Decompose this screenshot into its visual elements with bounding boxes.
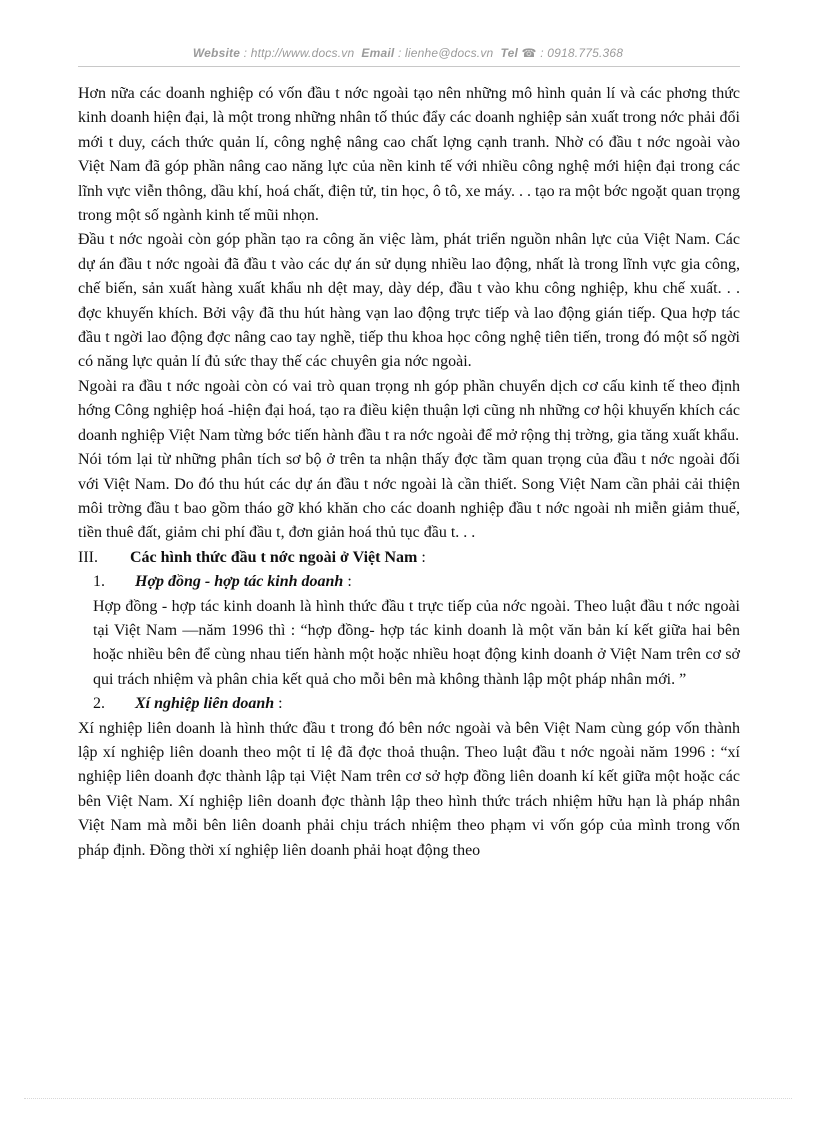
subsection-body-2: Xí nghiệp liên doanh là hình thức đầu t trong đó bên nớc ngoài và bên Việt Nam cùng góp vốn thành lập xí nghiệp liên doanh theo một tỉ lệ đã đợc thoả thuận. Theo luật đầu t nớc ngoài năm 1996 : “xí nghiệp liên doanh đợc thành lập tại Việt Nam trên cơ sở hợp đồng liên doanh kí kết giữa một hoặc các bên Việt Nam. Xí nghiệp liên doanh đợc thành lập theo hình thức trách nhiệm hữu hạn là pháp nhân Việt Nam mà mỗi bên liên doanh phải chịu trách nhiệm theo phạm vi vốn góp của mình trong vốn pháp định. Đồng thời xí nghiệp liên doanh phải hoạt động theo: [78, 719, 740, 859]
subsection-title: Hợp đồng - hợp tác kinh doanh: [135, 573, 344, 591]
subsection-title: Xí nghiệp liên doanh: [135, 695, 275, 713]
section-title: Các hình thức đầu t nớc ngoài ở Việt Nam: [130, 548, 418, 566]
tel-label: Tel: [500, 46, 518, 60]
subsection-number: 1.: [93, 573, 105, 591]
email-value: : lienhe@docs.vn: [397, 46, 494, 60]
paragraph-3: Ngoài ra đầu t nớc ngoài còn có vai trò quan trọng nh góp phần chuyển dịch cơ cấu kinh tế theo định hớng Công nghiệp hoá -hiện đại hoá, tạo ra điều kiện thuận lợi cũng nh những cơ hội khuyến khích các doanh nghiệp Việt Nam từng bớc tiến hành đầu t ra nớc ngoài để mở rộng thị trờng, gia tăng xuất khẩu.: [78, 377, 740, 444]
header-divider: [78, 66, 740, 67]
page-header: [0, 46, 816, 60]
subsection-body-1: Hợp đồng - hợp tác kinh doanh là hình thức đầu t trực tiếp của nớc ngoài. Theo luật đầu t nớc ngoài tại Việt Nam —năm 1996 thì : “hợp đồng- hợp tác kinh doanh là một văn bản kí kết giữa hai bên hoặc nhiều bên để cùng nhau tiến hành một hoặc nhiều hoạt động kinh doanh ở Việt Nam trên cơ sở qui trách nhiệm và phân chia kết quả cho mỗi bên mà không thành lập một pháp nhân mới. ”: [93, 597, 740, 688]
document-body: [78, 82, 740, 863]
section-heading: [78, 546, 740, 570]
website-value: : http://www.docs.vn: [243, 46, 355, 60]
paragraph-4: Nói tóm lại từ những phân tích sơ bộ ở trên ta nhận thấy đợc tầm quan trọng của đầu t nớc ngoài đối với Việt Nam. Do đó thu hút các dự án đầu t nớc ngoài là cần thiết. Song Việt Nam cần phải cải thiện môi trờng đầu t bao gồm tháo gỡ khó khăn cho các doanh nghiệp đầu t nớc ngoài nh miễn giảm thuế, tiền thuê đất, giảm chi phí đầu t, đơn giản hoá thủ tục đầu t. . .: [78, 451, 740, 542]
section-suffix: :: [417, 548, 426, 566]
paragraph-2: Đầu t nớc ngoài còn góp phần tạo ra công ăn việc làm, phát triển nguồn nhân lực của Việt Nam. Các dự án đầu t nớc ngoài đã đầu t vào các dự án sử dụng nhiều lao động, nhất là trong lĩnh vực gia công, chế biến, sản xuất hàng xuất khẩu nh dệt may, dày dép, đầu t vào khu công nghiệp, khu chế xuất. . . đợc khuyến khích. Bởi vậy đã thu hút hàng vạn lao động trực tiếp và lao động gián tiếp. Qua hợp tác đầu t ngời lao động đợc nâng cao tay nghề, tiếp thu khoa học công nghệ tiên tiến, trong đó một số ngời có năng lực quản lí đủ sức thay thế các chuyên gia nớc ngoài.: [78, 231, 740, 371]
subsection-suffix: :: [343, 573, 352, 591]
subsection-heading-2: [78, 692, 740, 716]
website-label: Website: [192, 46, 241, 60]
subsection-number: 2.: [93, 695, 105, 713]
email-label: Email: [361, 46, 395, 60]
section-number: III.: [78, 548, 98, 566]
footer-divider: [24, 1098, 792, 1099]
tel-value: ☎ : 0918.775.368: [521, 46, 624, 60]
subsection-heading-1: [78, 570, 740, 594]
paragraph-1: Hơn nữa các doanh nghiệp có vốn đầu t nớc ngoài tạo nên những mô hình quản lí và các phơng thức kinh doanh hiện đại, là một trong những nhân tố thúc đẩy các doanh nghiệp sản xuất trong nớc phải đổi mới t duy, cách thức quản lí, công nghệ nâng cao chất lợng cạnh tranh. Nhờ có đầu t nớc ngoài vào Việt Nam đã góp phần nâng cao năng lực của nền kinh tế với nhiều công nghệ mới hiện đại trong các lĩnh vực viễn thông, dầu khí, hoá chất, điện tử, tin học, ô tô, xe máy. . . tạo ra một bớc ngoặt quan trọng trong một số ngành kinh tế mũi nhọn.: [78, 85, 740, 225]
subsection-suffix: :: [274, 695, 283, 713]
